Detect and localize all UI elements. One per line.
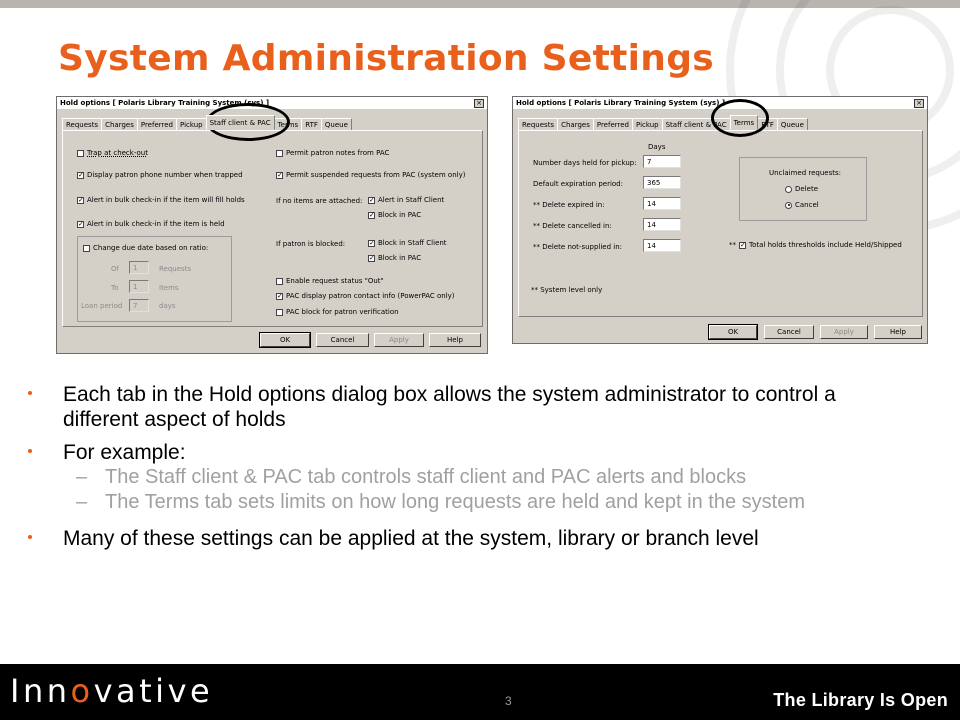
- option-label: Alert in bulk check-in if the item is held: [87, 220, 225, 228]
- pac-block-verification-option[interactable]: [276, 308, 399, 316]
- option-label: Block in Staff Client: [378, 239, 447, 247]
- option-label: Cancel: [795, 201, 819, 209]
- bullet-dot: [28, 535, 32, 539]
- unclaimed-label: Unclaimed requests:: [769, 169, 841, 177]
- help-button[interactable]: Help: [429, 333, 481, 347]
- option-label: PAC block for patron verification: [286, 308, 399, 316]
- cancel-button[interactable]: Cancel: [316, 333, 369, 347]
- option-label: Block in PAC: [378, 211, 422, 219]
- unclaimed-delete-option[interactable]: [785, 185, 818, 193]
- option-label: Block in PAC: [378, 254, 422, 262]
- permit-notes-option[interactable]: [276, 149, 389, 157]
- tab-preferred[interactable]: Preferred: [593, 118, 633, 130]
- help-button[interactable]: Help: [874, 325, 922, 339]
- display-phone-option[interactable]: [77, 171, 243, 179]
- tab-strip: [62, 118, 351, 130]
- tab-charges[interactable]: Charges: [557, 118, 594, 130]
- permit-suspended-checkbox[interactable]: ✓: [277, 170, 283, 179]
- trap-at-checkout-option[interactable]: [77, 149, 148, 157]
- logo-o-icon: o: [70, 672, 94, 710]
- change-due-date-checkbox[interactable]: [83, 245, 90, 252]
- days-header: Days: [648, 143, 666, 151]
- footer-bar: [0, 664, 960, 720]
- display-phone-checkbox[interactable]: ✓: [78, 170, 84, 179]
- alert-fill-holds-checkbox[interactable]: ✓: [78, 195, 84, 204]
- tab-pickup[interactable]: Pickup: [632, 118, 663, 130]
- delete-expired-label: ** Delete expired in:: [533, 201, 605, 209]
- option-label: Permit suspended requests from PAC (system only): [286, 171, 466, 179]
- tab-pickup[interactable]: Pickup: [176, 118, 207, 130]
- delete-cancelled-label: ** Delete cancelled in:: [533, 222, 612, 230]
- tab-rtf[interactable]: RTF: [301, 118, 322, 130]
- sub-bullet-text: The Staff client & PAC tab controls staff client and PAC alerts and blocks: [105, 466, 747, 488]
- delete-not-supplied-label: ** Delete not-supplied in:: [533, 243, 623, 251]
- threshold-option[interactable]: [729, 241, 902, 249]
- block-pac-option[interactable]: [368, 211, 421, 219]
- of-input[interactable]: 1: [129, 261, 149, 274]
- apply-button[interactable]: Apply: [820, 325, 868, 339]
- cancel-button[interactable]: Cancel: [764, 325, 814, 339]
- delete-not-supplied-input[interactable]: 14: [643, 239, 681, 252]
- bullet-text: For example:: [63, 441, 186, 464]
- enable-out-option[interactable]: [276, 277, 384, 285]
- pac-display-checkbox[interactable]: ✓: [277, 291, 283, 300]
- block-staff-client-option[interactable]: [368, 239, 447, 247]
- default-expiration-input[interactable]: 365: [643, 176, 681, 189]
- unclaimed-cancel-option[interactable]: [785, 201, 819, 209]
- change-due-date-option[interactable]: [83, 244, 208, 252]
- tab-terms[interactable]: Terms: [274, 118, 303, 130]
- to-input[interactable]: 1: [129, 280, 149, 293]
- trap-at-checkout-checkbox[interactable]: [77, 150, 84, 157]
- logo-text-end: vative: [93, 672, 214, 710]
- patron-blocked-label: If patron is blocked:: [276, 240, 346, 248]
- of-label: Of: [111, 265, 119, 273]
- option-label: Permit patron notes from PAC: [286, 149, 390, 157]
- tab-preferred[interactable]: Preferred: [137, 118, 177, 130]
- sub-bullet-dash: –: [76, 491, 88, 513]
- option-label: Trap at check-out: [87, 149, 148, 157]
- tab-staff-client-pac[interactable]: Staff client & PAC: [206, 115, 275, 130]
- loan-period-input[interactable]: 7: [129, 299, 149, 312]
- enable-out-checkbox[interactable]: [276, 278, 283, 285]
- tagline: The Library Is Open: [773, 690, 948, 710]
- apply-button[interactable]: Apply: [374, 333, 424, 347]
- tab-queue[interactable]: Queue: [321, 118, 352, 130]
- of-unit: Requests: [159, 265, 192, 273]
- bullet-dot: [28, 449, 32, 453]
- loan-period-label: Loan period: [81, 302, 123, 310]
- alert-item-held-checkbox[interactable]: ✓: [78, 219, 84, 228]
- option-label: Alert in Staff Client: [378, 196, 445, 204]
- block-pac-blocked-checkbox[interactable]: ✓: [369, 253, 375, 262]
- permit-suspended-option[interactable]: [276, 171, 465, 179]
- tab-staff-client-pac[interactable]: Staff client & PAC: [662, 118, 731, 130]
- tab-rtf[interactable]: RTF: [757, 118, 778, 130]
- ok-button[interactable]: OK: [260, 333, 310, 347]
- bullet-text: Many of these settings can be applied at the system, library or branch level: [63, 527, 759, 550]
- block-pac-blocked-option[interactable]: [368, 254, 421, 262]
- option-label: Alert in bulk check-in if the item will fill holds: [87, 196, 245, 204]
- delete-cancelled-input[interactable]: 14: [643, 218, 681, 231]
- tab-queue[interactable]: Queue: [777, 118, 808, 130]
- delete-radio[interactable]: [785, 186, 792, 193]
- bullet-dot: [28, 391, 32, 395]
- block-staff-client-checkbox[interactable]: ✓: [369, 238, 375, 247]
- option-label: Display patron phone number when trapped: [87, 171, 243, 179]
- sub-bullet-dash: –: [76, 466, 88, 488]
- bullet-list: [28, 382, 908, 551]
- option-label: PAC display patron contact info (PowerPAC only): [286, 292, 455, 300]
- bullet-item: [28, 382, 908, 432]
- bullet-text: Each tab in the Hold options dialog box allows the system administrator to control a different aspect of holds: [63, 383, 836, 431]
- option-label: Delete: [795, 185, 818, 193]
- alert-fill-holds-option[interactable]: [77, 196, 245, 204]
- close-icon[interactable]: ×: [914, 99, 924, 108]
- bullet-item: [28, 526, 908, 551]
- system-only-marker: **: [729, 241, 736, 249]
- block-pac-checkbox[interactable]: ✓: [369, 210, 375, 219]
- to-unit: Items: [159, 284, 179, 292]
- page-number: 3: [505, 694, 512, 708]
- cancel-radio[interactable]: [785, 202, 792, 209]
- hold-options-dialog-terms: [512, 96, 928, 344]
- delete-expired-input[interactable]: 14: [643, 197, 681, 210]
- option-label: Enable request status "Out": [286, 277, 384, 285]
- slide-title: System Administration Settings: [58, 38, 714, 79]
- close-icon[interactable]: ×: [474, 99, 484, 108]
- tab-charges[interactable]: Charges: [101, 118, 138, 130]
- default-expiration-label: Default expiration period:: [533, 180, 623, 188]
- bullet-item: [28, 440, 908, 465]
- tab-terms[interactable]: Terms: [730, 115, 759, 130]
- option-label: Change due date based on ratio:: [93, 244, 209, 252]
- held-pickup-input[interactable]: 7: [643, 155, 681, 168]
- alert-item-held-option[interactable]: [77, 220, 225, 228]
- pac-display-option[interactable]: [276, 292, 455, 300]
- no-items-label: If no items are attached:: [276, 197, 363, 205]
- threshold-checkbox[interactable]: ✓: [740, 240, 746, 249]
- dialog-title: Hold options [ Polaris Library Training System (sys) ]: [57, 97, 487, 109]
- held-pickup-label: Number days held for pickup:: [533, 159, 637, 167]
- alert-staff-client-checkbox[interactable]: ✓: [369, 195, 375, 204]
- sub-bullet-item: [28, 493, 908, 512]
- alert-staff-client-option[interactable]: [368, 196, 444, 204]
- to-label: To: [111, 284, 119, 292]
- tab-requests[interactable]: Requests: [518, 118, 558, 130]
- ok-button[interactable]: OK: [709, 325, 757, 339]
- sub-bullet-text: The Terms tab sets limits on how long requests are held and kept in the system: [105, 491, 805, 513]
- option-label: Total holds thresholds include Held/Shipped: [749, 241, 902, 249]
- pac-block-verification-checkbox[interactable]: [276, 309, 283, 316]
- tab-requests[interactable]: Requests: [62, 118, 102, 130]
- innovative-logo: [10, 672, 213, 710]
- dialog-title: Hold options [ Polaris Library Training System (sys) ]: [513, 97, 927, 109]
- logo-text-start: Inn: [10, 672, 71, 710]
- permit-notes-checkbox[interactable]: [276, 150, 283, 157]
- sub-bullet-item: [28, 468, 908, 487]
- system-level-note: ** System level only: [531, 286, 603, 294]
- loan-period-unit: days: [159, 302, 176, 310]
